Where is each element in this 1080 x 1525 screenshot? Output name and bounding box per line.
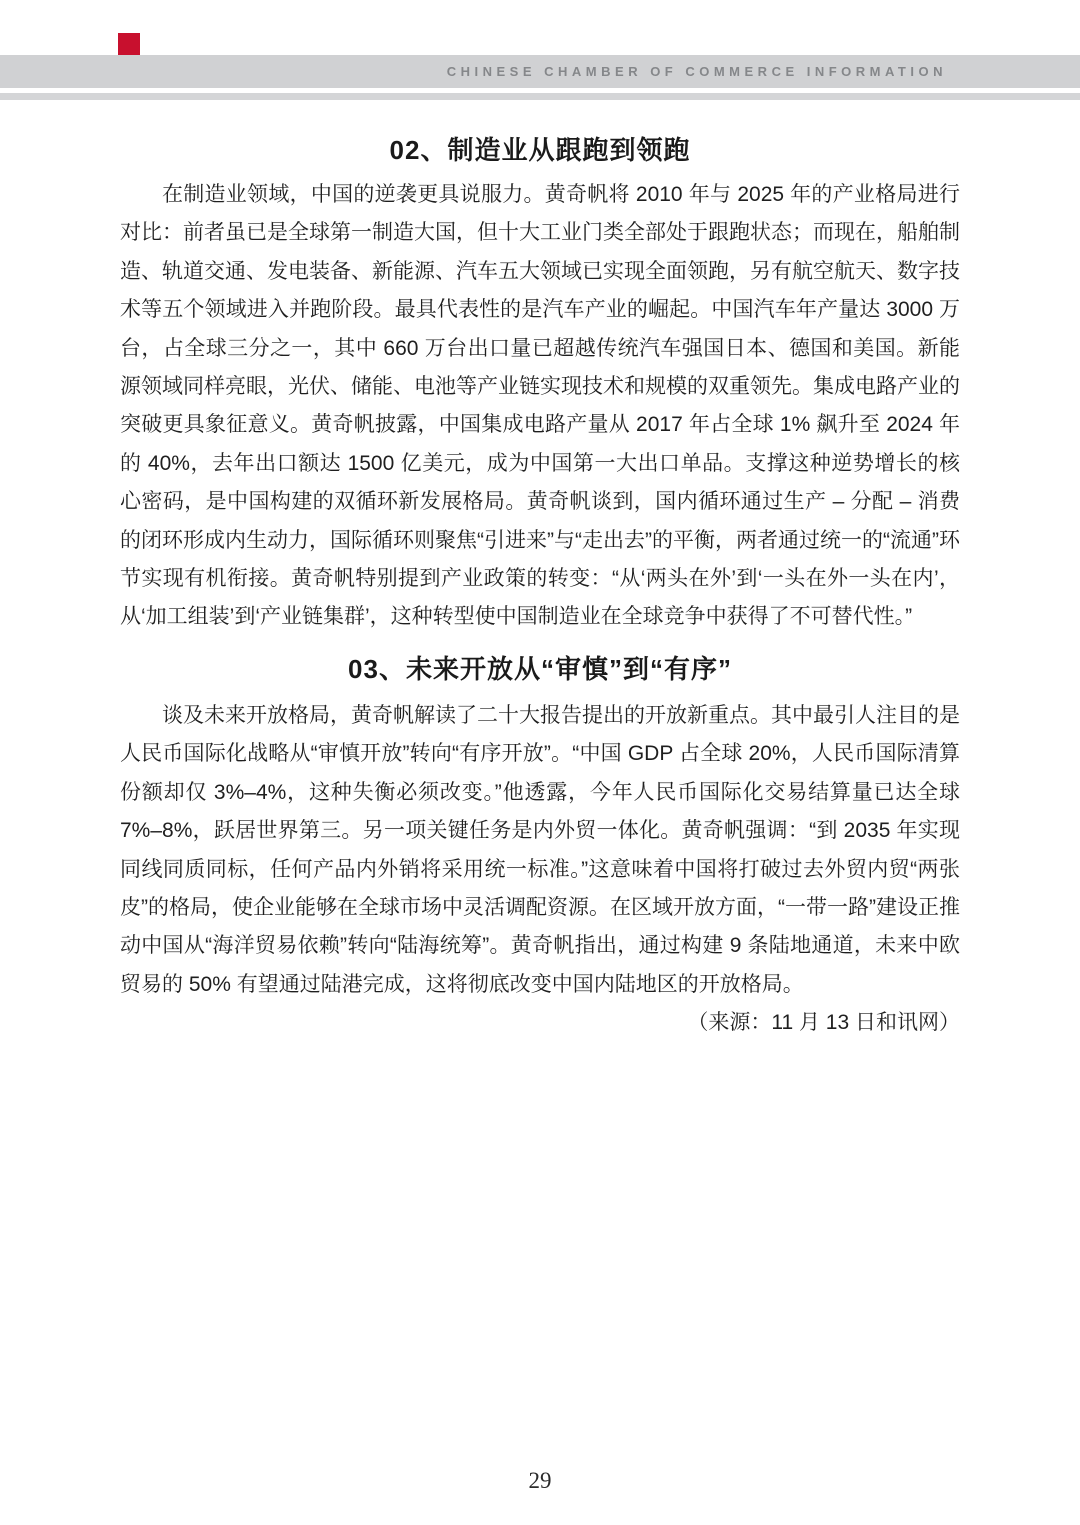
header-title: CHINESE CHAMBER OF COMMERCE INFORMATION	[446, 64, 947, 79]
page-number: 29	[528, 1468, 552, 1493]
section-heading-03: 03、未来开放从“审慎”到“有序”	[348, 653, 732, 684]
header-bar	[0, 55, 1080, 88]
section-03-paragraph: 谈及未来开放格局，黄奇帆解读了二十大报告提出的开放新重点。其中最引人注目的是人民币国际化战略从“审慎开放”转向“有序开放”。“中国 GDP 占全球 20%，人民币国际清算份额却仅 3%–4%，这种失衡必须改变。”他透露，今年人民币国际化交易结算量已达全球 7%–8%，跃居世界第三。另一项关键任务是内外贸一体化。黄奇帆强调：“到 2035 年实现同线同质同标，任何产品内外销将采用统一标准。”这意味着中国将打破过去外贸内贸“两张皮”的格局，使企业能够在全球市场中灵活调配资源。在区域开放方面，“一带一路”建设正推动中国从“海洋贸易依赖”转向“陆海统筹”。黄奇帆指出，通过构建 9 条陆地通道，未来中欧贸易的 50% 有望通过陆港完成，这将彻底改变中国内陆地区的开放格局。	[120, 703, 960, 996]
document-content	[120, 130, 960, 1043]
section-02-paragraph: 在制造业领域，中国的逆袭更具说服力。黄奇帆将 2010 年与 2025 年的产业格局进行对比：前者虽已是全球第一制造大国，但十大工业门类全部处于跟跑状态；而现在，船舶制造、轨道交通、发电装备、新能源、汽车五大领域已实现全面领跑，另有航空航天、数字技术等五个领域进入并跑阶段。最具代表性的是汽车产业的崛起。中国汽车年产量达 3000 万台，占全球三分之一，其中 660 万台出口量已超越传统汽车强国日本、德国和美国。新能源领域同样亮眼，光伏、储能、电池等产业链实现技术和规模的双重领先。集成电路产业的突破更具象征意义。黄奇帆披露，中国集成电路产量从 2017 年占全球 1% 飙升至 2024 年的 40%，去年出口额达 1500 亿美元，成为中国第一大出口单品。支撑这种逆势增长的核心密码，是中国构建的双循环新发展格局。黄奇帆谈到，国内循环通过生产 – 分配 – 消费的闭环形成内生动力，国际循环则聚焦“引进来”与“走出去”的平衡，两者通过统一的“流通”环节实现有机衔接。黄奇帆特别提到产业政策的转变：“从‘两头在外’到‘一头在外一头在内’，从‘加工组装’到‘产业链集群’，这种转型使中国制造业在全球竞争中获得了不可替代性。”	[120, 183, 961, 629]
section-heading-02: 02、制造业从跟跑到领跑	[389, 135, 691, 165]
source-attribution: （来源：11 月 13 日和讯网）	[687, 1011, 960, 1035]
red-corner-marker	[118, 33, 140, 57]
header-divider-line	[0, 93, 1080, 100]
